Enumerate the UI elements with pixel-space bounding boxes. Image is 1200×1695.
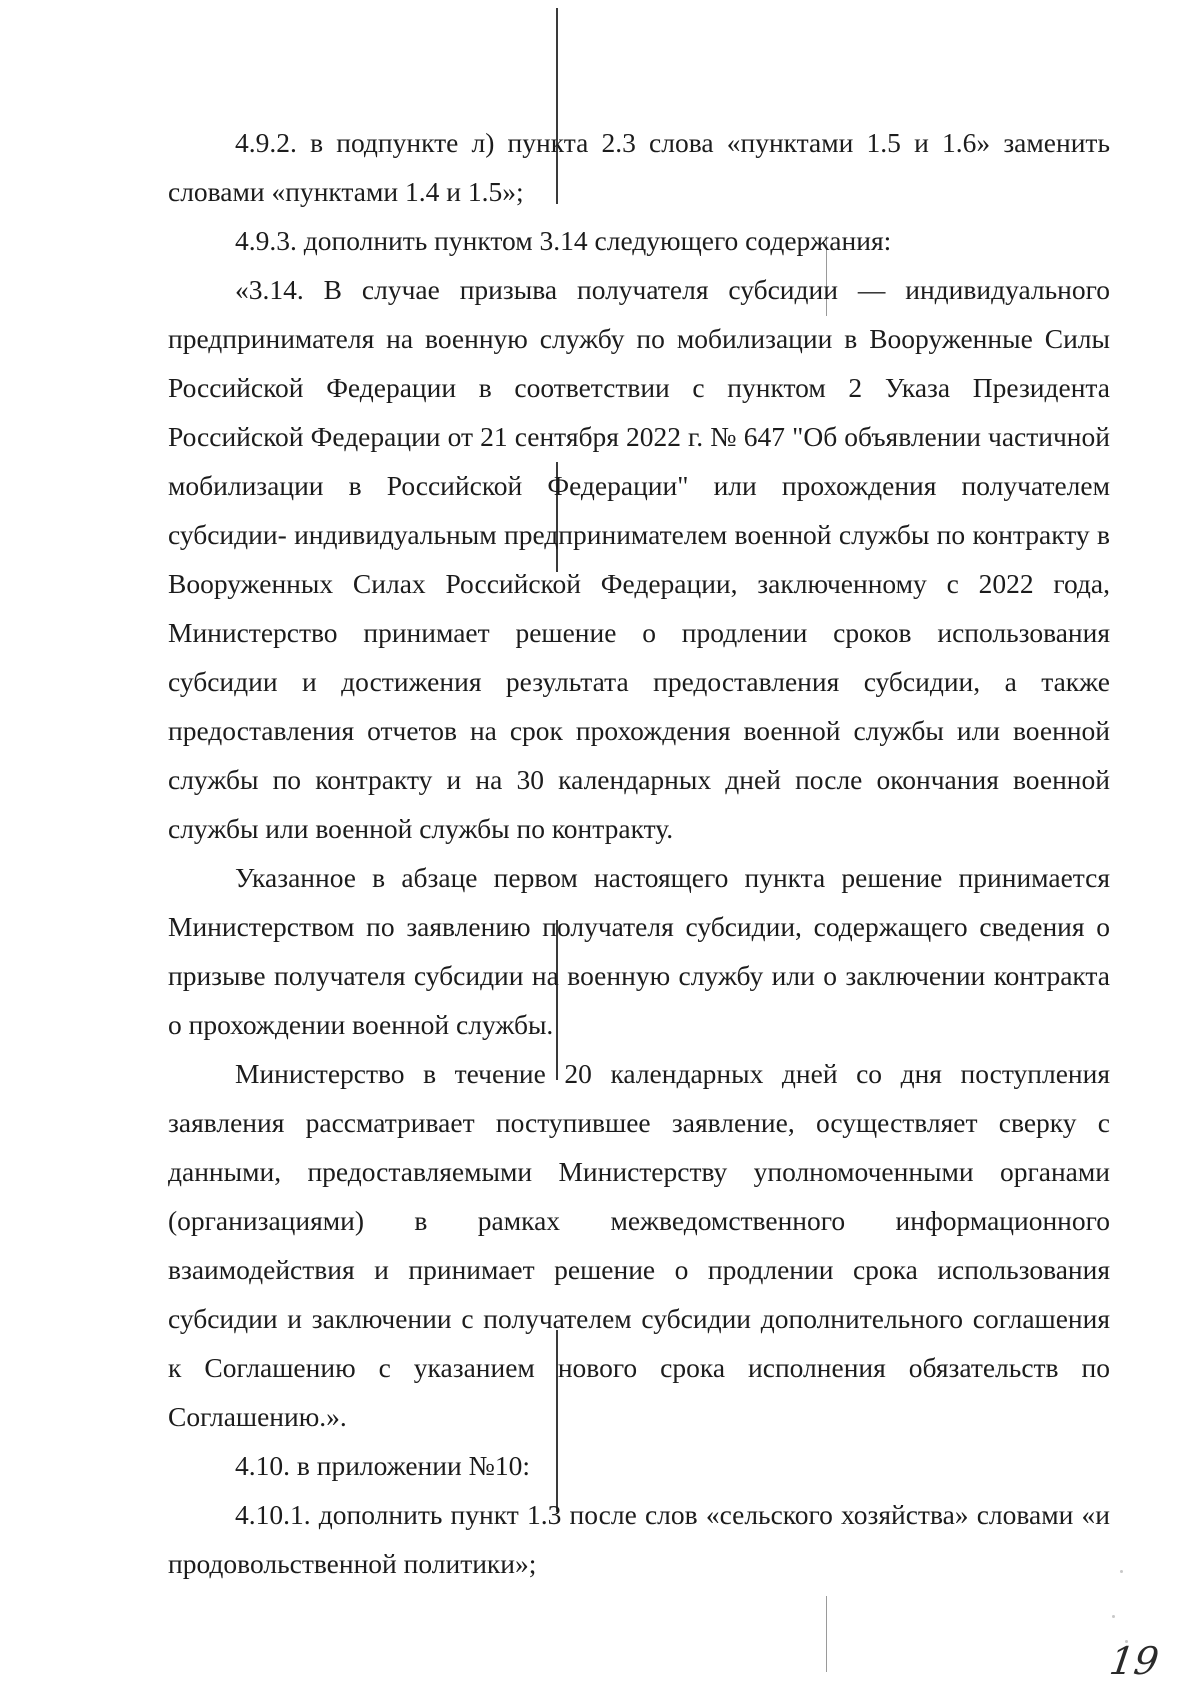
paragraph: 4.10. в приложении №10: <box>235 1450 530 1481</box>
scan-speck <box>1120 1570 1123 1573</box>
paragraph: Указанное в абзаце первом настоящего пункта решение принимается Министерством по заявлению получателя субсидии, содержащего сведения о призыве получателя субсидии на военную службу или о заключении контракта о прохождении военной службы. <box>168 862 1110 1040</box>
page-number: 19 <box>1106 1639 1162 1683</box>
paragraph: Министерство в течение 20 календарных дней со дня поступления заявления рассматривает поступившее заявление, осуществляет сверку с данными, предоставляемыми Министерству уполномоченными органами (организациями) в рамках межведомственного информационного взаимодействия и принимает решение о продлении срока использования субсидии и заключении с получателем субсидии дополнительного соглашения к Соглашению с указанием нового срока исполнения обязательств по Соглашению.». <box>168 1058 1110 1432</box>
paragraph: 4.9.3. дополнить пунктом 3.14 следующего содержания: <box>235 225 892 256</box>
scan-speck <box>1112 1615 1115 1618</box>
paragraph: 4.10.1. дополнить пункт 1.3 после слов «сельского хозяйства» словами «и продовольственной политики»; <box>168 1499 1110 1579</box>
paragraph: «3.14. В случае призыва получателя субсидии — индивидуального предпринимателя на военную службу по мобилизации в Вооруженные Силы Российской Федерации в соответствии с пунктом 2 Указа Президента Российской Федерации от 21 сентября 2022 г. № 647 "Об объявлении частичной мобилизации в Российской Федерации" или прохождения получателем субсидии- индивидуальным предпринимателем военной службы по контракту в Вооруженных Силах Российской Федерации, заключенному с 2022 года, Министерство принимает решение о продлении сроков использования субсидии и достижения результата предоставления субсидии, а также предоставления отчетов на срок прохождения военной службы или военной службы по контракту и на 30 календарных дней после окончания военной службы или военной службы по контракту. <box>168 274 1110 844</box>
document-body <box>168 118 1110 1588</box>
scan-artifact-line <box>826 1596 827 1672</box>
paragraph: 4.9.2. в подпункте л) пункта 2.3 слова «пунктами 1.5 и 1.6» заменить словами «пунктами 1.4 и 1.5»; <box>168 127 1110 207</box>
